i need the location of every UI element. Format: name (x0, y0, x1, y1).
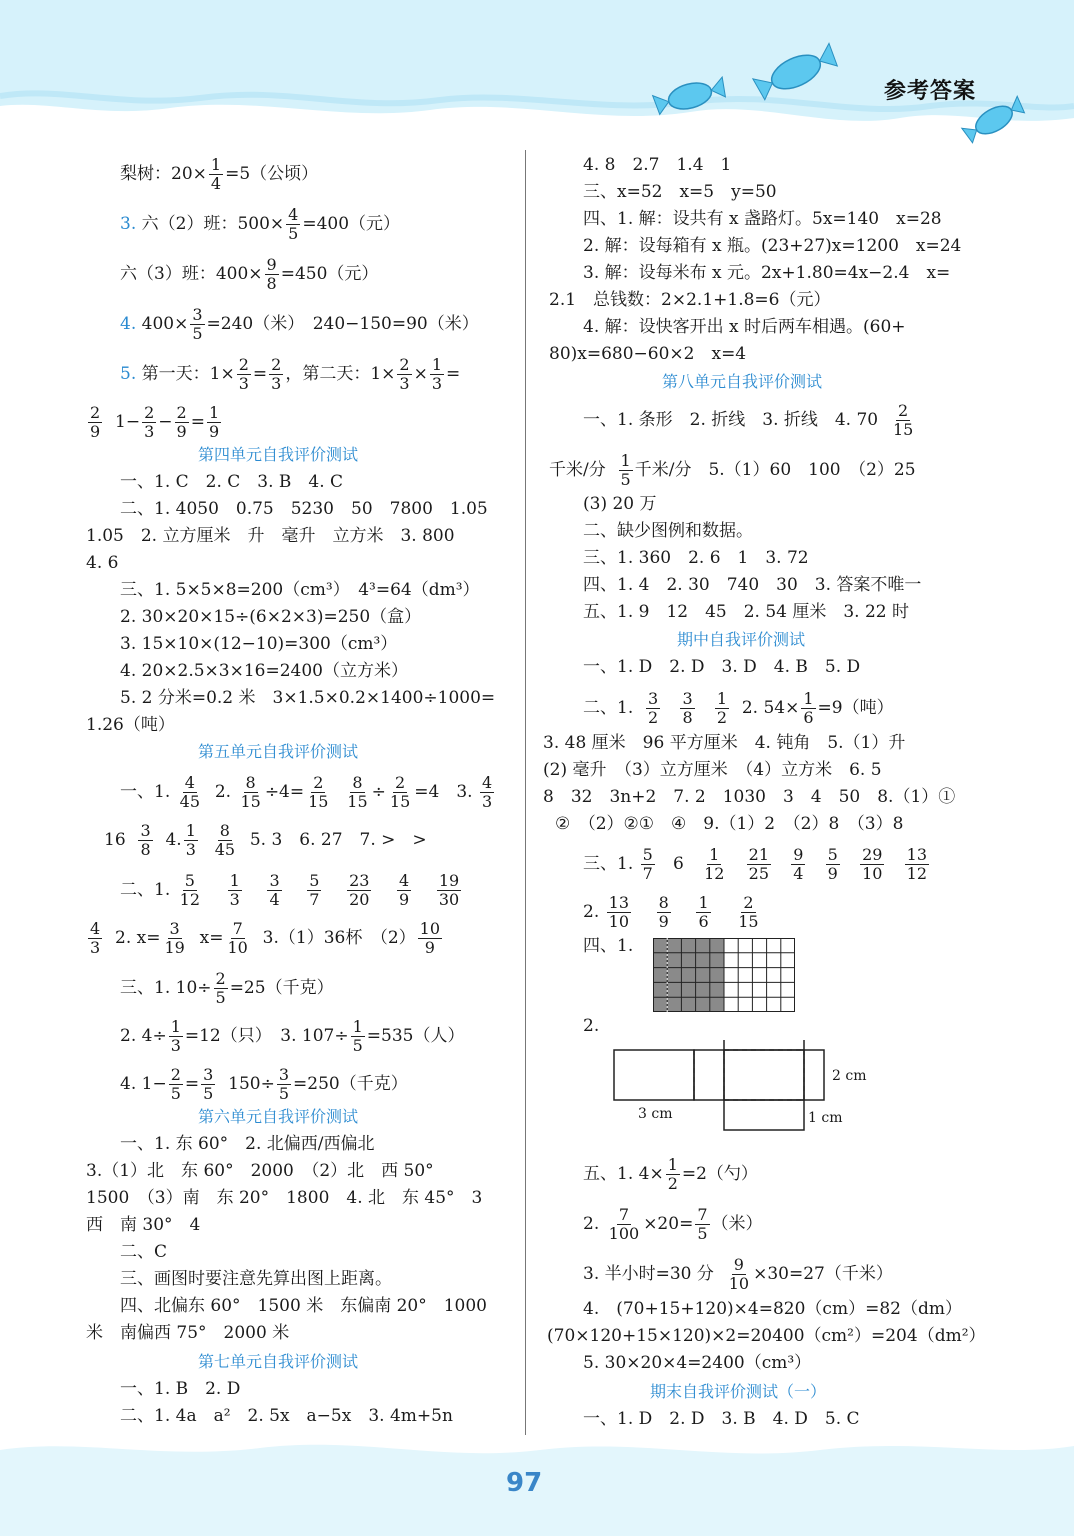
answer-line: 五、1. 4× $\frac{1}{2}$ =2（勺） (583, 1155, 758, 1193)
answer-line: ② （2）②① ④ 9.（1）2 （2）8 （3）8 (555, 814, 904, 834)
answer-line: 1.26（吨） (86, 715, 175, 735)
section-title: 第七单元自我评价测试 (198, 1352, 359, 1371)
answer-line: (3) 20 万 (583, 494, 657, 514)
answer-line: 5. 30×20×4=2400（cm³） (583, 1353, 812, 1373)
answer-line: 一、1. D 2. D 3. D 4. B 5. D (583, 657, 861, 677)
net-width-label: 3 cm (638, 1106, 673, 1122)
answer-line: 4. 6 (86, 553, 119, 573)
net-height-label: 2 cm (832, 1068, 867, 1084)
answer-line: 4. 400× $\frac{3}{5}$ =240（米） 240−150=90（米） (120, 305, 479, 343)
answer-line: 2. $\frac{7}{100}$ ×20= $\frac{7}{5}$ （米） (583, 1205, 763, 1243)
answer-line: 2. 30×20×15÷(6×2×3)=250（盒） (120, 607, 422, 627)
answer-line: 六（3）班：400× $\frac{9}{8}$ =450（元） (120, 255, 379, 293)
answer-line: 3. 解：设每米布 x 元。2x+1.80=4x−2.4 x= (583, 263, 951, 283)
answer-line: 1.05 2. 立方厘米 升 毫升 立方米 3. 800 (86, 526, 455, 546)
answer-line: 5. 2 分米=0.2 米 3×1.5×0.2×1400÷1000= (120, 688, 496, 708)
answer-line: $\frac{4}{3}$ 2. x= $\frac{3}{19}$ x= $\frac{7}{10}$ 3.（1）36杯 （2） $\frac{10}{9}$ (90, 919, 440, 957)
answer-line: 2. 解：设每箱有 x 瓶。(23+27)x=1200 x=24 (583, 236, 962, 256)
section-title: 第五单元自我评价测试 (198, 742, 359, 761)
answer-line: 4. 1− $\frac{2}{5}$ = $\frac{3}{5}$ 150÷ $\frac{3}{5}$ =250（千克） (120, 1065, 408, 1103)
shaded-grid-figure (653, 938, 795, 1012)
answer-line: 4. 8 2.7 1.4 1 (583, 155, 732, 175)
answer-line: 四、1. (583, 936, 634, 956)
answer-line: 3. 15×10×(12−10)=300（cm³） (120, 634, 398, 654)
answer-line: (70×120+15×120)×2=20400（cm²）=204（dm²） (547, 1326, 986, 1346)
answer-line: 2.1 总钱数：2×2.1+1.8=6（元） (549, 290, 831, 310)
box-net-figure (608, 1040, 878, 1140)
answer-line: 5. 第一天：1× $\frac{2}{3}$ = $\frac{2}{3}$ ，第二天：1× $\frac{2}{3}$ × $\frac{1}{3}$ = (120, 355, 461, 393)
answer-line: 二、C (120, 1242, 168, 1262)
answer-line: 16 $\frac{3}{8}$ 4. $\frac{1}{3}$ $\frac{8}{45}$ 5. 3 6. 27 7. > > (104, 821, 427, 859)
answer-line: 4. 解：设快客开出 x 时后两车相遇。(60+ (583, 317, 906, 337)
answer-line: 二、1. 4050 0.75 5230 50 7800 1.05 (120, 499, 488, 519)
answer-line: 西 南 30° 4 (86, 1215, 201, 1235)
answer-line: 米 南偏西 75° 2000 米 (86, 1323, 290, 1343)
column-divider (525, 150, 526, 1435)
section-title: 期中自我评价测试 (677, 630, 806, 649)
answer-line: 四、北偏东 60° 1500 米 东偏南 20° 1000 (120, 1296, 488, 1316)
answer-line: 一、1. $\frac{4}{45}$ 2. $\frac{8}{15}$ ÷4= $\frac{2}{15}$ $\frac{8}{15}$ ÷ $\frac{2}{15}$ =4 3. $\frac{4}{3}$ (120, 773, 493, 811)
answer-line: 二、1. 4a a² 2. 5x a−5x 3. 4m+5n (120, 1406, 453, 1426)
answer-line: 3. 六（2）班：500× $\frac{4}{5}$ =400（元） (120, 205, 401, 243)
answer-line: 三、1. 10÷ $\frac{2}{5}$ =25（千克） (120, 969, 334, 1007)
answer-line: 三、画图时要注意先算出图上距离。 (120, 1269, 392, 1289)
answer-line: 一、1. 东 60° 2. 北偏西/西偏北 (120, 1134, 375, 1154)
section-title: 期末自我评价测试（一） (650, 1382, 827, 1401)
answer-line: 三、1. $\frac{5}{7}$ 6 $\frac{1}{12}$ $\frac{21}{25}$ $\frac{9}{4}$ $\frac{5}{9}$ $\frac{29}{10}$ $\frac{13}{12}$ (583, 845, 927, 883)
answer-line: 2. (583, 1016, 600, 1036)
answer-line: 五、1. 9 12 45 2. 54 厘米 3. 22 时 (583, 602, 910, 622)
answer-line: 三、1. 360 2. 6 1 3. 72 (583, 548, 809, 568)
answer-line: 三、x=52 x=5 y=50 (583, 182, 777, 202)
answer-line: 3. 半小时=30 分 $\frac{9}{10}$ ×30=27（千米） (583, 1255, 893, 1293)
fraction: $\frac{1}{4}$ (210, 155, 222, 193)
answer-line: 2. $\frac{13}{10}$ $\frac{8}{9}$ $\frac{1}{6}$ $\frac{2}{15}$ (583, 893, 759, 931)
answer-line: 2. 4÷ $\frac{1}{3}$ =12（只） 3. 107÷ $\frac{1}{5}$ =535（人） (120, 1017, 465, 1055)
answer-line: 一、1. C 2. C 3. B 4. C (120, 472, 344, 492)
answer-line: 一、1. B 2. D (120, 1379, 241, 1399)
answer-line: 3.（1）北 东 60° 2000 （2）北 西 50° (86, 1161, 434, 1181)
page-header-title: 参考答案 (884, 79, 977, 104)
section-title: 第四单元自我评价测试 (198, 445, 359, 464)
answer-line: 3. 48 厘米 96 平方厘米 4. 钝角 5.（1）升 (543, 733, 906, 753)
answer-line: 二、1. $\frac{3}{2}$ $\frac{3}{8}$ $\frac{1}{2}$ 2. 54× $\frac{1}{6}$ =9（吨） (583, 689, 894, 727)
answer-line: 三、1. 5×5×8=200（cm³） 4³=64（dm³） (120, 580, 480, 600)
page-number: 97 (506, 1468, 543, 1498)
answer-line: $\frac{2}{9}$ 1− $\frac{2}{3}$ − $\frac{2}{9}$ = $\frac{1}{9}$ (90, 403, 220, 441)
answer-line: 一、1. 条形 2. 折线 3. 折线 4. 70 $\frac{2}{15}$ (583, 401, 914, 439)
answer-line: 80)x=680−60×2 x=4 (549, 344, 747, 364)
net-depth-label: 1 cm (808, 1110, 843, 1126)
answer-line: 四、1. 解：设共有 x 盏路灯。5x=140 x=28 (583, 209, 942, 229)
answer-line: (2) 毫升 （3）立方厘米 （4）立方米 6. 5 (543, 760, 882, 780)
answer-line: 四、1. 4 2. 30 740 30 3. 答案不唯一 (583, 575, 922, 595)
answer-line: 一、1. D 2. D 3. B 4. D 5. C (583, 1409, 860, 1429)
answer-line: 8 32 3n+2 7. 2 1030 3 4 50 8.（1）① (543, 787, 956, 807)
section-title: 第八单元自我评价测试 (662, 372, 823, 391)
answer-line: 4. 20×2.5×3×16=2400（立方米） (120, 661, 408, 681)
section-title: 第六单元自我评价测试 (198, 1107, 359, 1126)
answer-line: 梨树：20× $\frac{1}{4}$ =5（公顷） (120, 155, 319, 193)
answer-line: 二、缺少图例和数据。 (583, 521, 753, 541)
answer-line: 二、1. $\frac{5}{12}$ $\frac{1}{3}$ $\frac{3}{4}$ $\frac{5}{7}$ $\frac{23}{20}$ $\frac{4}{9}$ $\frac{19}{30}$ (120, 871, 460, 909)
answer-line: 千米/分 $\frac{1}{5}$ 千米/分 5.（1）60 100 （2）25 (549, 451, 916, 489)
answer-line: 4. (70+15+120)×4=820（cm）=82（dm） (583, 1299, 962, 1319)
answer-line: 1500 （3）南 东 20° 1800 4. 北 东 45° 3 (86, 1188, 483, 1208)
